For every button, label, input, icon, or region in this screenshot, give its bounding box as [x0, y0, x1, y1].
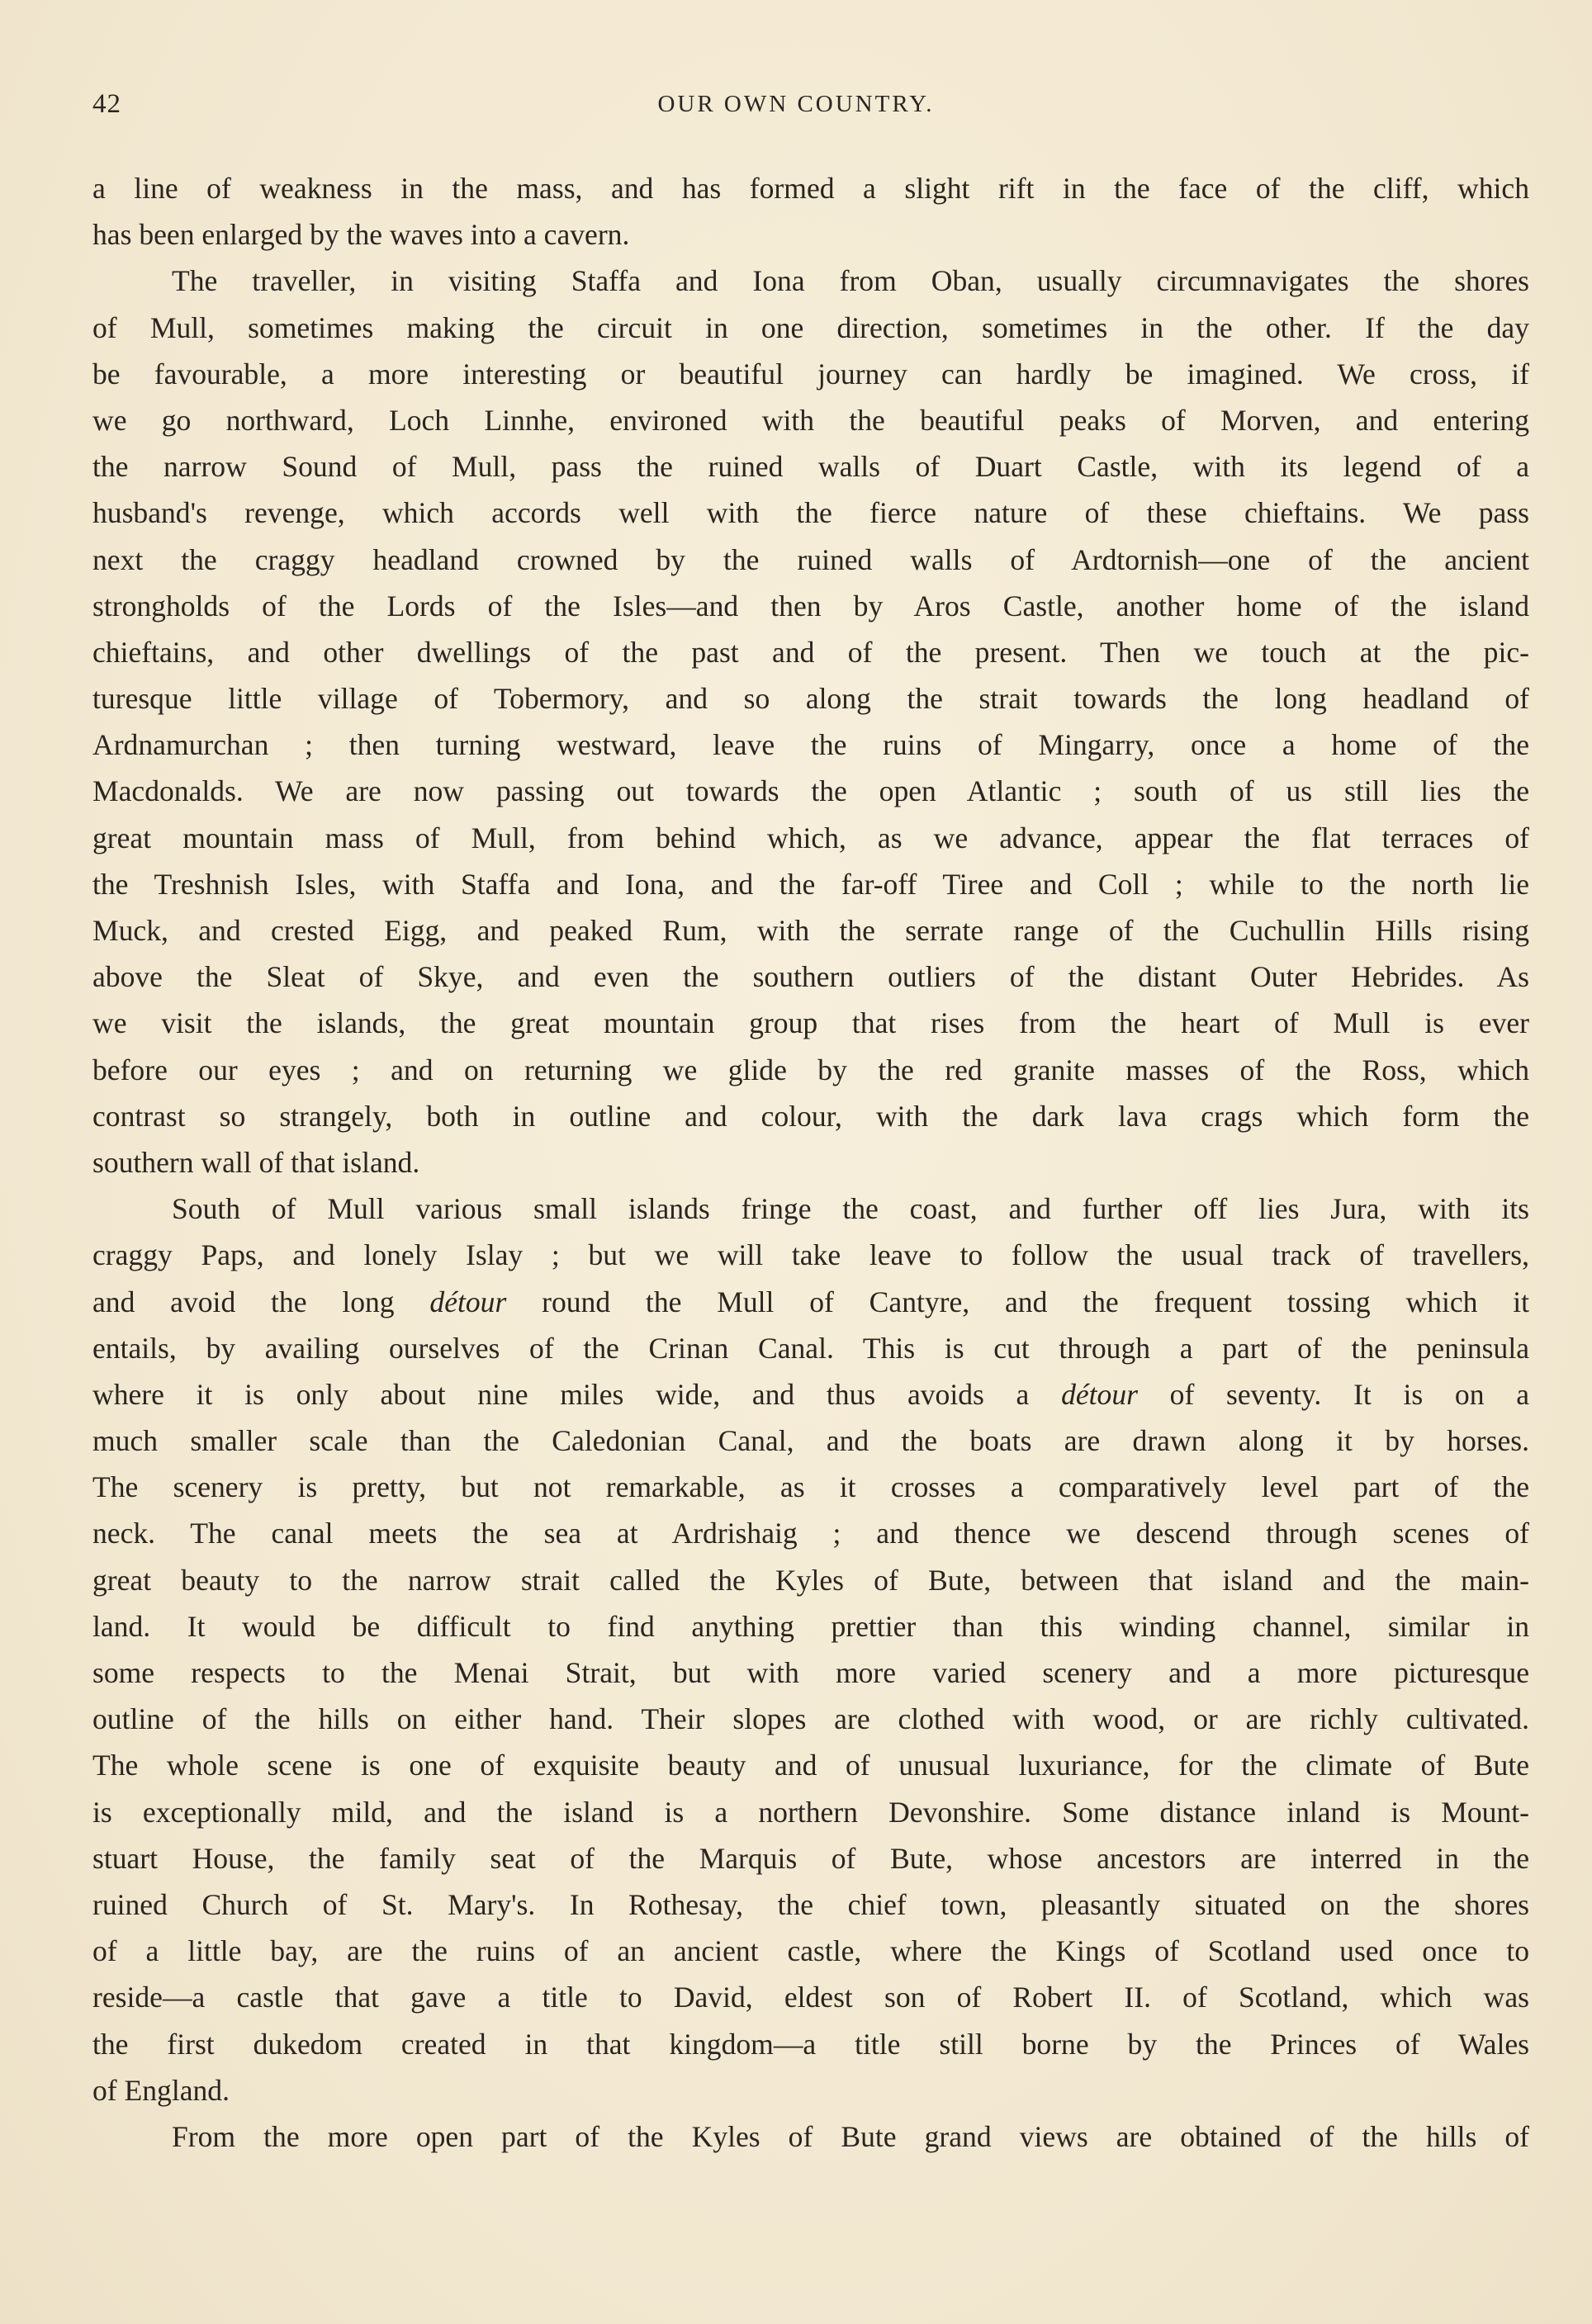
text-line: southern wall of that island. — [92, 1145, 420, 1179]
text-line: stuart House, the family seat of the Marquis of Bute, whose ancestors are interred in the — [92, 1841, 1529, 1875]
text-line: the narrow Sound of Mull, pass the ruined walls of Duart Castle, with its legend of a — [92, 450, 1529, 484]
text-line: chieftains, and other dwellings of the past and of the present. Then we touch at the pic- — [92, 635, 1529, 669]
text-line: we go northward, Loch Linnhe, environed with the beautiful peaks of Morven, and entering — [92, 403, 1529, 437]
text-line: turesque little village of Tobermory, and so along the strait towards the long headland of — [92, 682, 1529, 716]
text-line: entails, by availing ourselves of the Crinan Canal. This is cut through a part of the peninsula — [92, 1331, 1529, 1365]
text-line: has been enlarged by the waves into a cavern. — [92, 218, 630, 252]
text-line: neck. The canal meets the sea at Ardrishaig ; and thence we descend through scenes of — [92, 1517, 1529, 1550]
text-line: of a little bay, are the ruins of an ancient castle, where the Kings of Scotland used once to — [92, 1934, 1529, 1968]
text-line: ruined Church of St. Mary's. In Rothesay, the chief town, pleasantly situated on the shores — [92, 1887, 1529, 1921]
text-line: much smaller scale than the Caledonian Canal, and the boats are drawn along it by horses. — [92, 1424, 1529, 1458]
text-line: great mountain mass of Mull, from behind which, as we advance, appear the flat terraces of — [92, 821, 1529, 854]
body-text — [92, 165, 1529, 2160]
text-line: craggy Paps, and lonely Islay ; but we will take leave to follow the usual track of travellers, — [92, 1238, 1529, 1272]
text-line: strongholds of the Lords of the Isles—and then by Aros Castle, another home of the island — [92, 589, 1529, 622]
text-line: next the craggy headland crowned by the ruined walls of Ardtornish—one of the ancient — [92, 542, 1529, 576]
text-line: Macdonalds. We are now passing out towards the open Atlantic ; south of us still lies the — [92, 774, 1529, 808]
text-line — [92, 1279, 1529, 1325]
text-line: of Mull, sometimes making the circuit in one direction, sometimes in the other. If the day — [92, 310, 1529, 344]
text-line: the first dukedom created in that kingdom—a title still borne by the Princes of Wales — [92, 2027, 1529, 2061]
text-line: is exceptionally mild, and the island is a northern Devonshire. Some distance inland is Mount- — [92, 1795, 1529, 1829]
running-title: OUR OWN COUNTRY. — [657, 91, 935, 117]
page-number: 42 — [92, 89, 121, 119]
text-line: some respects to the Menai Strait, but with more varied scenery and a more picturesque — [92, 1656, 1529, 1689]
text-segment: round the Mull of Cantyre, and the frequent tossing which it — [506, 1285, 1529, 1318]
text-segment: where it is only about nine miles wide, and thus avoids a — [92, 1377, 1062, 1411]
text-line: outline of the hills on either hand. Their slopes are clothed with wood, or are richly cultivated. — [92, 1702, 1529, 1736]
text-line: Ardnamurchan ; then turning westward, leave the ruins of Mingarry, once a home of the — [92, 728, 1529, 762]
italic-word: détour — [429, 1285, 507, 1318]
text-line: we visit the islands, the great mountain group that rises from the heart of Mull is ever — [92, 1006, 1529, 1040]
italic-word: détour — [1061, 1377, 1138, 1411]
text-line: be favourable, a more interesting or beautiful journey can hardly be imagined. We cross, if — [92, 357, 1529, 390]
text-segment: of seventy. It is on a — [1137, 1377, 1529, 1411]
text-line: From the more open part of the Kyles of Bute grand views are obtained of the hills of — [172, 2119, 1529, 2153]
text-line: husband's revenge, which accords well with the fierce nature of these chieftains. We pass — [92, 496, 1529, 530]
text-line: land. It would be difficult to find anything prettier than this winding channel, similar in — [92, 1609, 1529, 1643]
text-line: The whole scene is one of exquisite beauty and of unusual luxuriance, for the climate of Bute — [92, 1749, 1529, 1782]
text-segment: and avoid the long — [92, 1285, 430, 1318]
text-line: Muck, and crested Eigg, and peaked Rum, with the serrate range of the Cuchullin Hills rising — [92, 914, 1529, 947]
text-line: contrast so strangely, both in outline and colour, with the dark lava crags which form the — [92, 1099, 1529, 1133]
text-line: reside—a castle that gave a title to David, eldest son of Robert II. of Scotland, which was — [92, 1981, 1529, 2014]
text-line: before our eyes ; and on returning we glide by the red granite masses of the Ross, which — [92, 1053, 1529, 1086]
text-line: South of Mull various small islands fringe the coast, and further off lies Jura, with its — [172, 1192, 1529, 1226]
text-line: of England. — [92, 2073, 230, 2107]
text-line: The scenery is pretty, but not remarkable, as it crosses a comparatively level part of the — [92, 1470, 1529, 1504]
text-line: a line of weakness in the mass, and has formed a slight rift in the face of the cliff, which — [92, 172, 1529, 205]
text-line: great beauty to the narrow strait called the Kyles of Bute, between that island and the main- — [92, 1563, 1529, 1597]
text-line: the Treshnish Isles, with Staffa and Iona, and the far-off Tiree and Coll ; while to the north lie — [92, 867, 1529, 901]
text-line: The traveller, in visiting Staffa and Iona from Oban, usually circumnavigates the shores — [172, 264, 1529, 298]
text-line — [92, 1371, 1529, 1418]
running-head — [0, 89, 1592, 130]
text-line: above the Sleat of Skye, and even the southern outliers of the distant Outer Hebrides. As — [92, 960, 1529, 994]
